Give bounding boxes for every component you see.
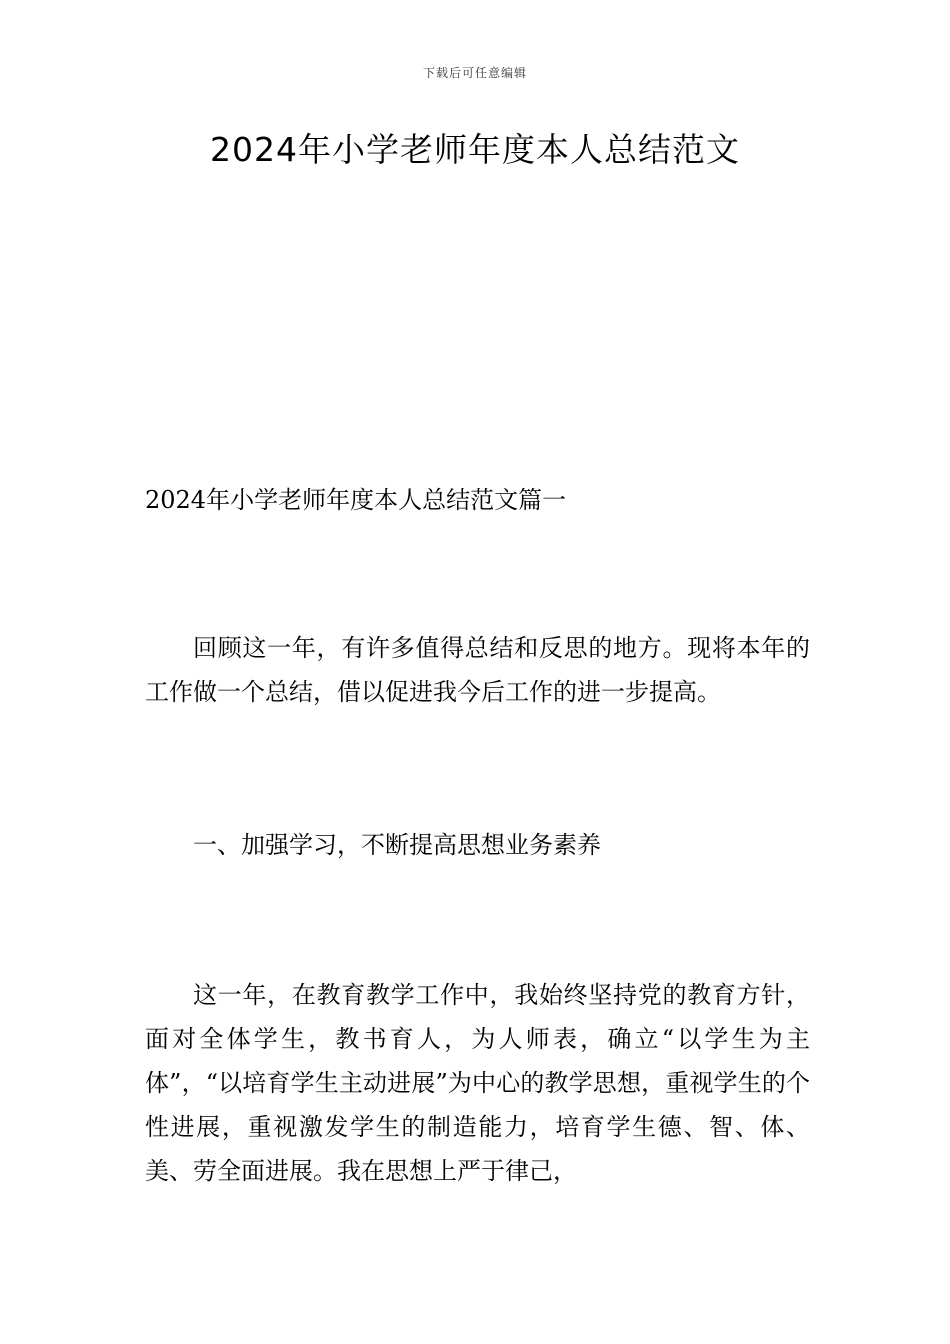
paragraph-intro: 回顾这一年，有许多值得总结和反思的地方。现将本年的工作做一个总结，借以促进我今后工作的进一步提高。 (145, 634, 810, 706)
paragraph-body-1: 这一年，在教育教学工作中，我始终坚持党的教育方针，面对全体学生，教书育人，为人师表，确立“以学生为主体”，“以培育学生主动进展”为中心的教学思想，重视学生的个性进展，重视激发学生的制造能力，培育学生德、智、体、美、劳全面进展。我在思想上严于律己， (145, 981, 810, 1185)
header-note: 下载后可任意编辑 (422, 66, 527, 80)
document-subtitle: 2024年小学老师年度本人总结范文篇一 (145, 486, 567, 514)
document-title: 2024年小学老师年度本人总结范文 (210, 130, 740, 169)
section-heading-1: 一、加强学习，不断提高思想业务素养 (193, 831, 601, 859)
